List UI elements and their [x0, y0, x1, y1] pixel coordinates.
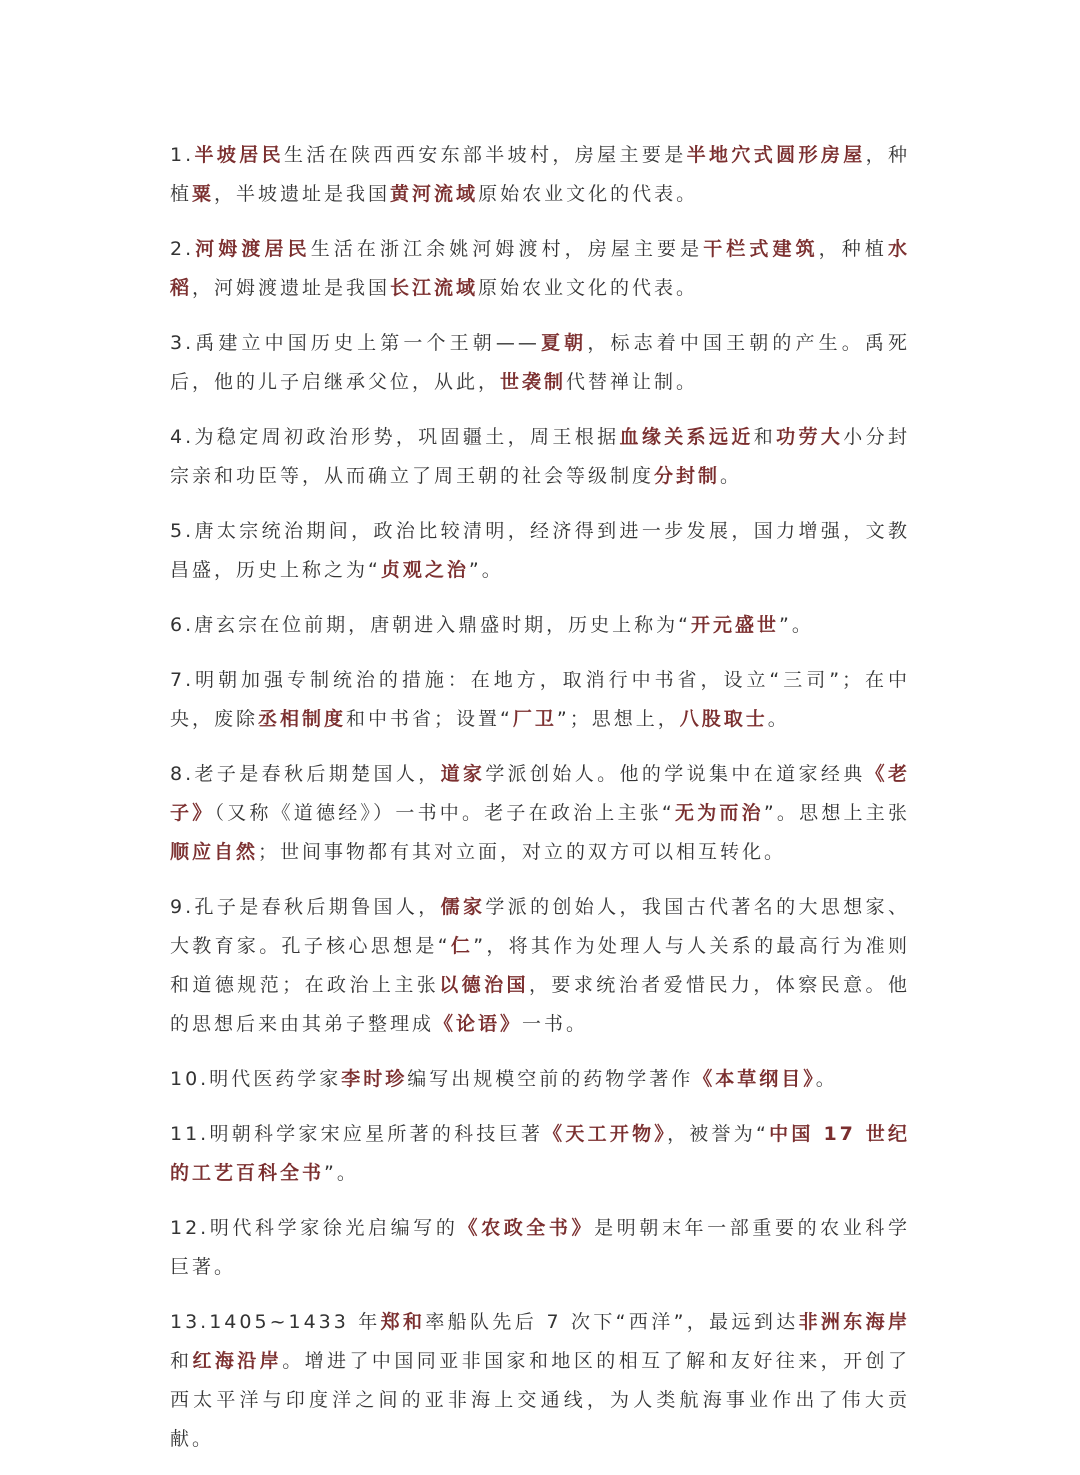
history-point-5 [170, 512, 910, 590]
highlighted-term: 红海沿岸 [192, 1350, 283, 1372]
body-text: ，河姆渡遗址是我国 [192, 277, 391, 299]
body-text: ，标志着中国王朝的产生。禹死后，他的儿子启继承父位，从此， [170, 332, 910, 393]
highlighted-term: 功劳大 [776, 426, 844, 448]
history-point-12 [170, 1209, 910, 1287]
highlighted-term: 黄河流域 [390, 183, 479, 205]
body-text: 和 [753, 426, 777, 448]
body-text: ，要求统治者爱惜民力，体察民意。他的思想后来由其弟子整理成 [170, 974, 910, 1035]
history-point-3 [170, 324, 910, 402]
highlighted-term: 半坡居民 [194, 144, 284, 166]
body-text: ，种植 [170, 144, 910, 205]
body-text: 6.唐玄宗在位前期，唐朝进入鼎盛时期，历史上称为“ [170, 614, 691, 636]
body-text: 编写出规模空前的药物学著作 [407, 1068, 694, 1090]
body-text: 。 [720, 465, 743, 487]
body-text: 学派创始人。他的学说集中在道家经典 [485, 763, 866, 785]
highlighted-term: 贞观之治 [380, 559, 469, 581]
highlighted-term: 《论语》 [434, 1013, 523, 1035]
body-text: ”。 [779, 614, 814, 636]
body-text: ”；思想上， [556, 708, 680, 730]
body-text: 一书。 [522, 1013, 589, 1035]
body-text: 3.禹建立中国历史上第一个王朝—— [170, 332, 540, 354]
history-point-1 [170, 136, 910, 214]
highlighted-term: 水稻 [170, 238, 910, 299]
highlighted-term: 《本草纲目》 [693, 1068, 816, 1090]
body-text: 原始农业文化的代表。 [478, 277, 699, 299]
highlighted-term: 八股取士 [679, 708, 768, 730]
highlighted-term: 血缘关系远近 [619, 426, 754, 448]
highlighted-term: 粟 [192, 183, 215, 205]
body-text: 4.为稳定周初政治形势，巩固疆土，周王根据 [170, 426, 620, 448]
body-text: 和中书省；设置“ [346, 708, 513, 730]
body-text: 8.老子是春秋后期楚国人， [170, 763, 441, 785]
history-point-6 [170, 606, 910, 645]
body-text: 。 [815, 1068, 838, 1090]
body-text: 生活在陕西西安东部半坡村，房屋主要是 [283, 144, 687, 166]
highlighted-term: 长江流域 [390, 277, 479, 299]
body-text: 10.明代医药学家 [170, 1068, 342, 1090]
body-text: 5.唐太宗统治期间，政治比较清明，经济得到进一步发展，国力增强，文教昌盛，历史上称之为“ [170, 520, 910, 581]
body-text: 学派的创始人，我国古代著名的大思想家、大教育家。孔子核心思想是“ [170, 896, 910, 957]
body-text: 12.明代科学家徐光启编写的 [170, 1217, 459, 1239]
history-point-2 [170, 230, 910, 308]
highlighted-term: 李时珍 [341, 1068, 408, 1090]
highlighted-term: 无为而治 [674, 802, 764, 824]
history-point-8 [170, 755, 910, 872]
history-point-9 [170, 888, 910, 1044]
document-body [170, 136, 910, 1475]
highlighted-term: 《农政全书》 [458, 1217, 595, 1239]
body-text: 原始农业文化的代表。 [478, 183, 699, 205]
body-text: ，被誉为“ [667, 1123, 769, 1145]
body-text: ，半坡遗址是我国 [214, 183, 391, 205]
body-text: 13.1405~1433 年 [170, 1311, 381, 1333]
body-text: ；世间事物都有其对立面，对立的双方可以相互转化。 [258, 841, 787, 863]
body-text: （又称《道德经》）一书中。老子在政治上主张“ [214, 802, 675, 824]
highlighted-term: 仁 [450, 935, 474, 957]
highlighted-term: 河姆渡居民 [194, 238, 311, 260]
highlighted-term: 以德治国 [439, 974, 529, 996]
highlighted-term: 道家 [440, 763, 486, 785]
body-text: 是明朝末年一部重要的农业科学巨著。 [170, 1217, 910, 1278]
highlighted-term: 郑和 [380, 1311, 426, 1333]
body-text: ”。思想上主张 [763, 802, 910, 824]
highlighted-term: 丞相制度 [258, 708, 347, 730]
body-text: 生活在浙江余姚河姆渡村，房屋主要是 [310, 238, 704, 260]
highlighted-term: 分封制 [654, 465, 721, 487]
body-text: ”。 [324, 1162, 359, 1184]
history-point-13 [170, 1303, 910, 1459]
body-text: 1. [170, 144, 195, 166]
history-point-4 [170, 418, 910, 496]
highlighted-term: 《老子》 [170, 763, 910, 824]
history-point-10 [170, 1060, 910, 1099]
body-text: ，种植 [818, 238, 888, 260]
body-text: 代替禅让制。 [566, 371, 699, 393]
body-text: ”，将其作为处理人与人关系的最高行为准则和道德规范；在政治上主张 [170, 935, 910, 996]
body-text: 。增进了中国同亚非国家和地区的相互了解和友好往来，开创了西太平洋与印度洋之间的亚非海上交通线，为人类航海事业作出了伟大贡献。 [170, 1350, 910, 1450]
highlighted-term: 非洲东海岸 [798, 1311, 910, 1333]
highlighted-term: 中国 17 世纪的工艺百科全书 [170, 1123, 910, 1184]
body-text: ”。 [468, 559, 504, 581]
highlighted-term: 世袭制 [500, 371, 567, 393]
highlighted-term: 《天工开物》 [543, 1123, 668, 1145]
highlighted-term: 夏朝 [539, 332, 588, 354]
highlighted-term: 顺应自然 [170, 841, 259, 863]
highlighted-term: 厂卫 [512, 708, 557, 730]
body-text: 9.孔子是春秋后期鲁国人， [170, 896, 441, 918]
highlighted-term: 半地穴式圆形房屋 [686, 144, 866, 166]
body-text: 小分封宗亲和功臣等，从而确立了周王朝的社会等级制度 [170, 426, 910, 487]
body-text: 7.明朝加强专制统治的措施：在地方，取消行中书省，设立“三司”；在中央，废除 [170, 669, 910, 730]
body-text: 2. [170, 238, 195, 260]
highlighted-term: 儒家 [440, 896, 486, 918]
history-point-7 [170, 661, 910, 739]
highlighted-term: 干栏式建筑 [703, 238, 819, 260]
body-text: 。 [767, 708, 790, 730]
body-text: 和 [170, 1350, 193, 1372]
body-text: 11.明朝科学家宋应星所著的科技巨著 [170, 1123, 544, 1145]
history-point-11 [170, 1115, 910, 1193]
body-text: 率船队先后 7 次下“西洋”，最远到达 [425, 1311, 799, 1333]
highlighted-term: 开元盛世 [690, 614, 779, 636]
